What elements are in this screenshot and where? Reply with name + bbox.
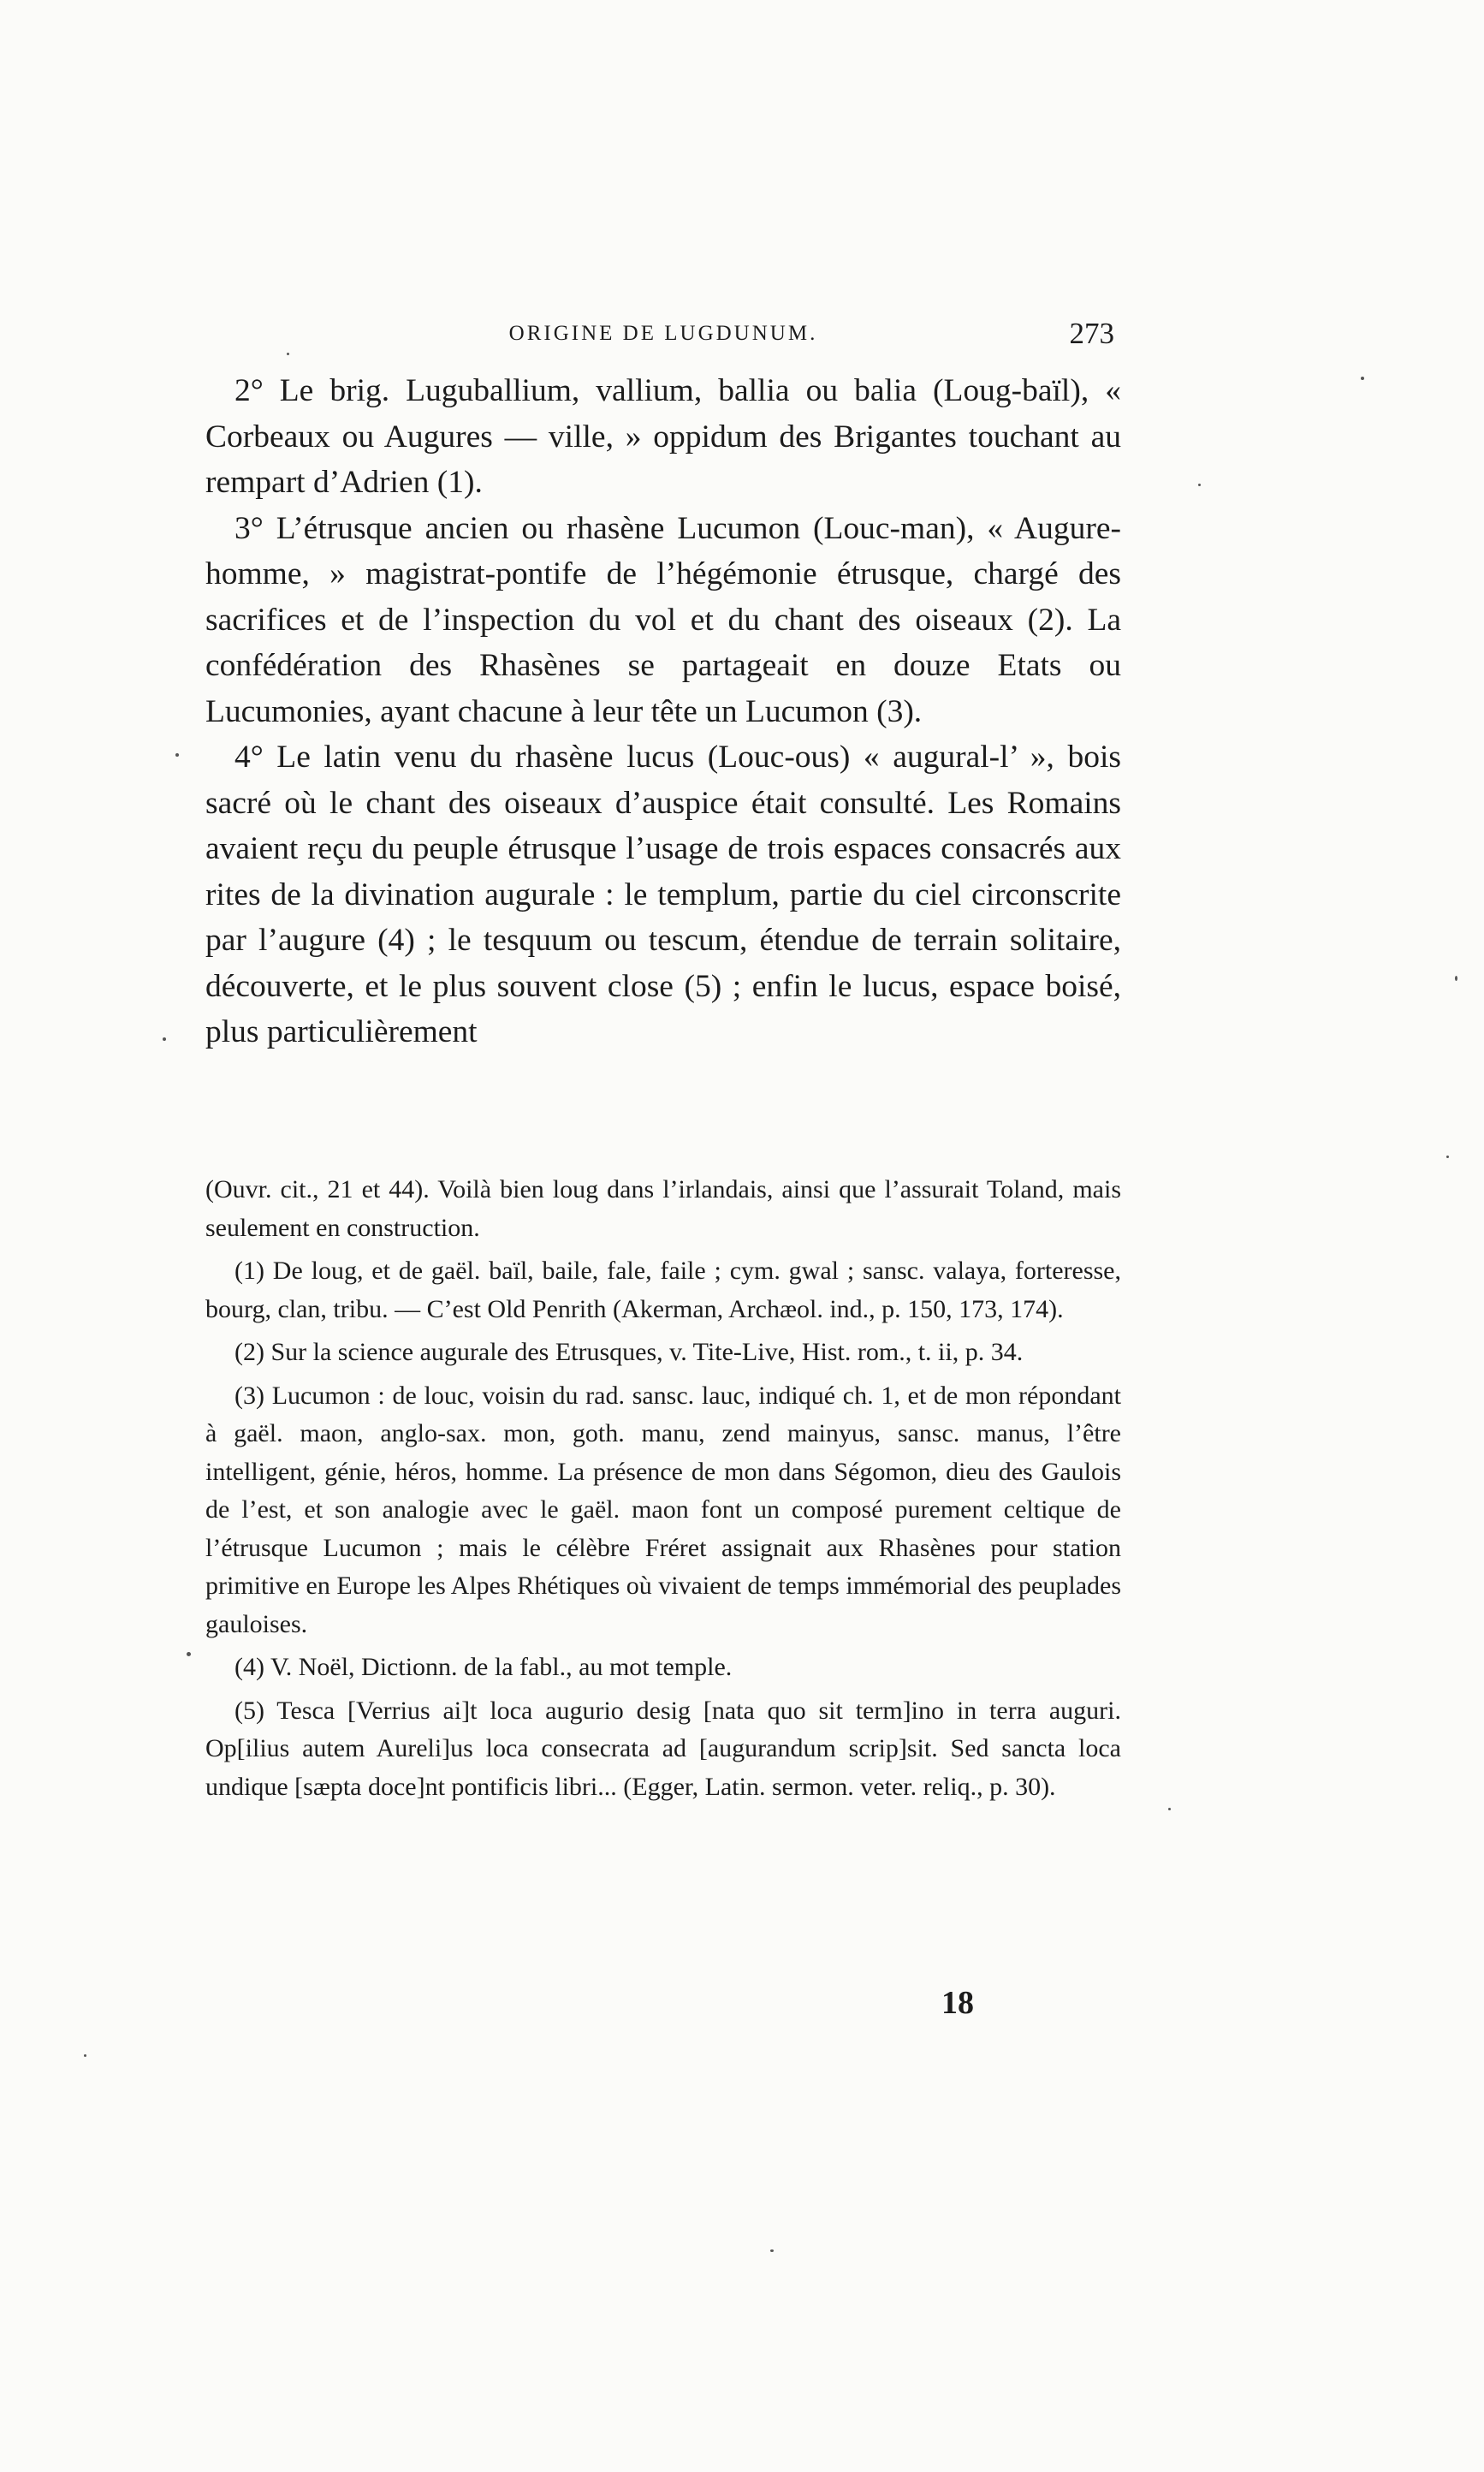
- main-text: [205, 368, 1121, 1055]
- paper-speck: [175, 753, 179, 757]
- footnote-5: (5) Tesca [Verrius ai]t loca augurio desig [nata quo sit term]ino in terra auguri. Op[ilius autem Aureli]us loca consecrata ad [augurandum scrip]sit. Sed sancta loca undique [sæpta doce]nt pontificis libri... (Egger, Latin. sermon. veter. reliq., p. 30).: [205, 1696, 1121, 1801]
- footnote-2: (2) Sur la science augurale des Etrusques, v. Tite-Live, Hist. rom., t. ii, p. 34.: [234, 1338, 1024, 1366]
- running-head-title: ORIGINE DE LUGDUNUM.: [508, 322, 818, 345]
- paper-speck: [1168, 1808, 1171, 1810]
- paper-speck: [1455, 976, 1457, 981]
- footnote-continued: (Ouvr. cit., 21 et 44). Voilà bien loug dans l’irlandais, ainsi que l’assurait Toland, mais seulement en construction.: [205, 1175, 1121, 1242]
- footnote-3: (3) Lucumon : de louc, voisin du rad. sansc. lauc, indiqué ch. 1, et de mon répondant à gaël. maon, anglo-sax. mon, goth. manu, zend mainyus, sansc. manus, l’être intelligent, génie, héros, homme. La présence de mon dans Ségomon, dieu des Gaulois de l’est, et son analogie avec le gaël. maon font un composé purement celtique de l’étrusque Lucumon ; mais le célèbre Fréret assignait aux Rhasènes pour station primitive en Europe les Alpes Rhétiques où vivaient de temps immémorial des peuplades gauloises.: [205, 1381, 1121, 1638]
- paragraph-lucumon: 3° L’étrusque ancien ou rhasène Lucumon (Louc-man), « Augure-homme, » magistrat-pontife de l’hégémonie étrusque, chargé des sacrifices et de l’inspection du vol et du chant des oiseaux (2). La confédération des Rhasènes se partageait en douze Etats ou Lucumonies, ayant chacune à leur tête un Lucumon (3).: [205, 510, 1121, 729]
- signature-mark: 18: [941, 1985, 974, 2021]
- paper-speck: [770, 2249, 774, 2252]
- footnote-4: (4) V. Noël, Dictionn. de la fabl., au mot temple.: [234, 1653, 733, 1681]
- paper-speck: [187, 1652, 191, 1656]
- paper-speck: [1361, 377, 1364, 380]
- page-number: 273: [1069, 317, 1114, 350]
- paragraph-luguballium: 2° Le brig. Luguballium, vallium, ballia ou balia (Loug-baïl), « Corbeaux ou Augures — ville, » oppidum des Brigantes touchant au rempart d’Adrien (1).: [205, 373, 1121, 500]
- paper-speck: [84, 2054, 86, 2057]
- running-head: [205, 317, 1121, 360]
- paper-speck: [163, 1037, 166, 1041]
- paper-speck: [1198, 484, 1201, 486]
- paper-speck: [287, 353, 289, 355]
- footnote-1: (1) De loug, et de gaël. baïl, baile, fale, faile ; cym. gwal ; sansc. valaya, forteresse, bourg, clan, tribu. — C’est Old Penrith (Akerman, Archæol. ind., p. 150, 173, 174).: [205, 1257, 1121, 1323]
- footnotes: [205, 1171, 1121, 1811]
- paper-speck: [1446, 1156, 1449, 1158]
- paragraph-lucus: 4° Le latin venu du rhasène lucus (Louc-ous) « augural-l’ », bois sacré où le chant des oiseaux d’auspice était consulté. Les Romains avaient reçu du peuple étrusque l’usage de trois espaces consacrés aux rites de la divination augurale : le templum, partie du ciel circonscrite par l’augure (4) ; le tesquum ou tescum, étendue de terrain solitaire, découverte, et le plus souvent close (5) ; enfin le lucus, espace boisé, plus particulièrement: [205, 740, 1121, 1049]
